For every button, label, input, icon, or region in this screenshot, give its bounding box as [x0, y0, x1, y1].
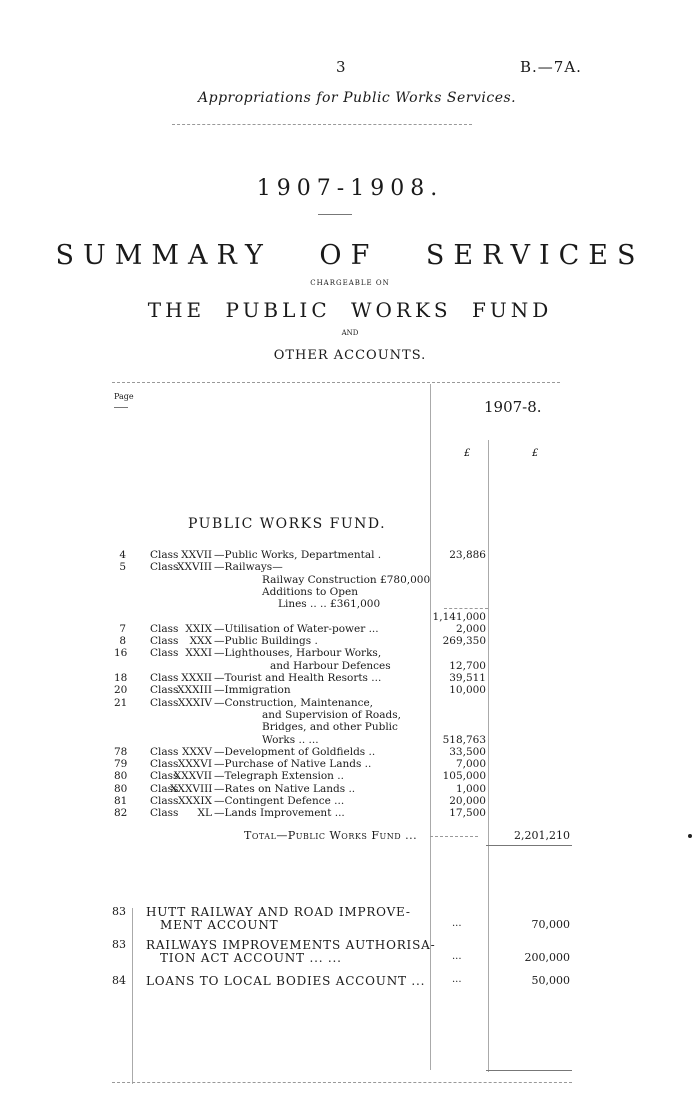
header-rule	[172, 124, 472, 125]
row-page-number: 80	[114, 782, 128, 795]
table-row	[0, 709, 700, 721]
row-page-number: 16	[114, 647, 128, 660]
row-amount: 39,511	[449, 672, 486, 684]
row-class-numeral: XXXII	[181, 672, 212, 684]
row-amount: 1,000	[455, 782, 486, 795]
row-page-number: 82	[114, 807, 128, 820]
row-description: Bridges, and other Public	[262, 721, 398, 734]
margin-dot	[688, 834, 692, 838]
row-class-label: Class	[150, 672, 179, 684]
row-page-number: 7	[119, 622, 126, 635]
row-class-numeral: XXXVI	[177, 758, 212, 771]
row-page-number: 18	[114, 672, 128, 684]
page-column-header: Page	[114, 392, 134, 401]
amount-subtotal-rule	[444, 608, 488, 609]
row-class-label: Class	[150, 745, 179, 758]
table-row	[0, 770, 700, 782]
row-class-label: Class	[150, 647, 179, 660]
row-description: —Contingent Defence ...	[214, 795, 345, 807]
table-row	[0, 758, 700, 770]
account-value: 70,000	[531, 918, 570, 931]
row-description: and Harbour Defences	[270, 659, 391, 672]
public-works-fund-heading: PUBLIC WORKS FUND.	[188, 516, 387, 532]
row-page-number: 8	[119, 635, 126, 648]
table-row	[0, 721, 700, 733]
table-row	[0, 611, 700, 623]
total-rule	[430, 836, 478, 837]
table-row	[0, 647, 700, 659]
table-row	[0, 783, 700, 795]
row-class-label: Class	[150, 795, 179, 807]
row-class-label: Class	[150, 561, 179, 574]
row-description: —Public Works, Departmental .	[214, 549, 382, 561]
year-column-header: 1907-8.	[484, 398, 542, 416]
total-underline	[486, 845, 572, 846]
row-page-number: 5	[119, 561, 126, 574]
row-class-numeral: XXXI	[185, 647, 212, 660]
row-class-numeral: XXXIX	[177, 795, 212, 807]
total-label: Total—Public Works Fund ...	[244, 829, 418, 842]
row-class-label: Class	[150, 622, 179, 635]
table-row	[0, 598, 700, 610]
row-page-number: 78	[114, 745, 128, 758]
table-row	[0, 660, 700, 672]
row-page-number: 80	[114, 770, 128, 783]
table-row	[0, 746, 700, 758]
row-class-label: Class	[150, 635, 179, 648]
row-class-label: Class	[150, 782, 179, 795]
account-page-number: 83	[112, 938, 126, 951]
row-class-numeral: XXXIII	[177, 684, 212, 697]
row-amount: 7,000	[455, 758, 486, 771]
row-description: Works .. ...	[262, 733, 319, 746]
table-row	[0, 684, 700, 696]
row-class-numeral: XXXIV	[177, 696, 212, 709]
table-row	[0, 734, 700, 746]
pound-column-header-2: £	[532, 448, 539, 459]
account-title-line2: MENT ACCOUNT	[160, 918, 279, 932]
row-amount: 1,141,000	[432, 610, 486, 623]
row-class-label: Class	[150, 696, 179, 709]
row-description: Lines .. .. £361,000	[278, 598, 381, 611]
row-description: —Purchase of Native Lands ..	[214, 758, 372, 771]
row-amount: 23,886	[449, 549, 486, 561]
table-row	[0, 807, 700, 819]
row-description: —Utilisation of Water-power ...	[214, 622, 379, 635]
row-class-numeral: XXXV	[181, 745, 212, 758]
subtitle-chargeable: CHARGEABLE ON	[310, 279, 390, 287]
row-class-numeral: XXXVII	[173, 770, 212, 783]
account-title-line1: HUTT RAILWAY AND ROAD IMPROVE-	[146, 905, 411, 919]
running-title: Appropriations for Public Works Services.	[198, 90, 517, 106]
table-row	[0, 561, 700, 573]
year-underline	[318, 214, 352, 215]
table-row	[0, 635, 700, 647]
account-title-line1: LOANS TO LOCAL BODIES ACCOUNT ...	[146, 974, 426, 988]
row-amount: 2,000	[455, 622, 486, 635]
row-description: —Rates on Native Lands ..	[214, 782, 356, 795]
page-column-rule	[132, 908, 133, 1084]
row-amount: 20,000	[449, 795, 486, 807]
row-class-label: Class	[150, 807, 179, 820]
table-row	[0, 795, 700, 807]
table-row	[0, 586, 700, 598]
row-page-number: 4	[119, 549, 126, 561]
summary-title: SUMMARY OF SERVICES	[55, 240, 645, 271]
row-amount: 12,700	[449, 659, 486, 672]
row-amount: 105,000	[442, 770, 486, 783]
row-amount: 33,500	[449, 745, 486, 758]
pound-column-header-1: £	[464, 448, 471, 459]
row-class-numeral: XXIX	[185, 622, 212, 635]
row-description: —Tourist and Health Resorts ...	[214, 672, 382, 684]
account-page-number: 83	[112, 905, 126, 918]
account-value: 200,000	[524, 951, 570, 964]
final-underline	[486, 1070, 572, 1071]
row-description: —Public Buildings .	[214, 635, 318, 648]
page-column-underline	[114, 407, 128, 408]
year-title: 1907-1908.	[256, 176, 444, 201]
row-class-label: Class	[150, 684, 179, 697]
row-class-numeral: XXVIII	[177, 561, 212, 574]
row-class-label: Class	[150, 758, 179, 771]
subtitle-public-works-fund: THE PUBLIC WORKS FUND	[147, 298, 553, 322]
table-top-rule	[112, 382, 560, 383]
subtitle-other-accounts: OTHER ACCOUNTS.	[273, 348, 427, 363]
row-page-number: 20	[114, 684, 128, 697]
row-description: —Telegraph Extension ..	[214, 770, 344, 783]
page-number: 3	[336, 58, 346, 76]
row-description: —Lighthouses, Harbour Works,	[214, 647, 382, 660]
row-class-numeral: XXVII	[181, 549, 212, 561]
subtitle-and: AND	[341, 329, 359, 337]
row-amount: 17,500	[449, 807, 486, 820]
row-description: and Supervision of Roads,	[262, 708, 401, 721]
row-class-numeral: XXX	[189, 635, 212, 648]
row-page-number: 81	[114, 795, 128, 807]
row-class-label: Class	[150, 770, 179, 783]
account-dots: ...	[452, 974, 462, 985]
row-description: —Immigration	[214, 684, 291, 697]
row-page-number: 79	[114, 758, 128, 771]
table-row	[0, 672, 700, 684]
row-class-numeral: XL	[197, 807, 212, 820]
account-page-number: 84	[112, 974, 126, 987]
table-row	[0, 549, 700, 561]
row-description: —Development of Goldfields ..	[214, 745, 376, 758]
table-row	[0, 574, 700, 586]
account-dots: ...	[452, 918, 462, 929]
document-reference: B.—7A.	[520, 58, 582, 76]
account-dots: ...	[452, 951, 462, 962]
table-row	[0, 623, 700, 635]
row-class-label: Class	[150, 549, 179, 561]
account-value: 50,000	[531, 974, 570, 987]
row-description: Railway Construction £780,000	[262, 573, 431, 586]
account-title-line2: TION ACT ACCOUNT ... ...	[160, 951, 342, 965]
row-amount: 269,350	[442, 635, 486, 648]
bottom-rule	[112, 1082, 572, 1083]
row-amount: 10,000	[449, 684, 486, 697]
row-page-number: 21	[114, 696, 128, 709]
row-description: —Construction, Maintenance,	[214, 696, 374, 709]
account-title-line1: RAILWAYS IMPROVEMENTS AUTHORISA-	[146, 938, 436, 952]
row-amount: 518,763	[442, 733, 486, 746]
total-value: 2,201,210	[514, 829, 570, 842]
row-description: —Lands Improvement ...	[214, 807, 345, 820]
table-row	[0, 697, 700, 709]
row-description: —Railways—	[214, 561, 283, 574]
row-description: Additions to Open	[262, 585, 358, 598]
row-class-numeral: XXXVIII	[170, 782, 213, 795]
